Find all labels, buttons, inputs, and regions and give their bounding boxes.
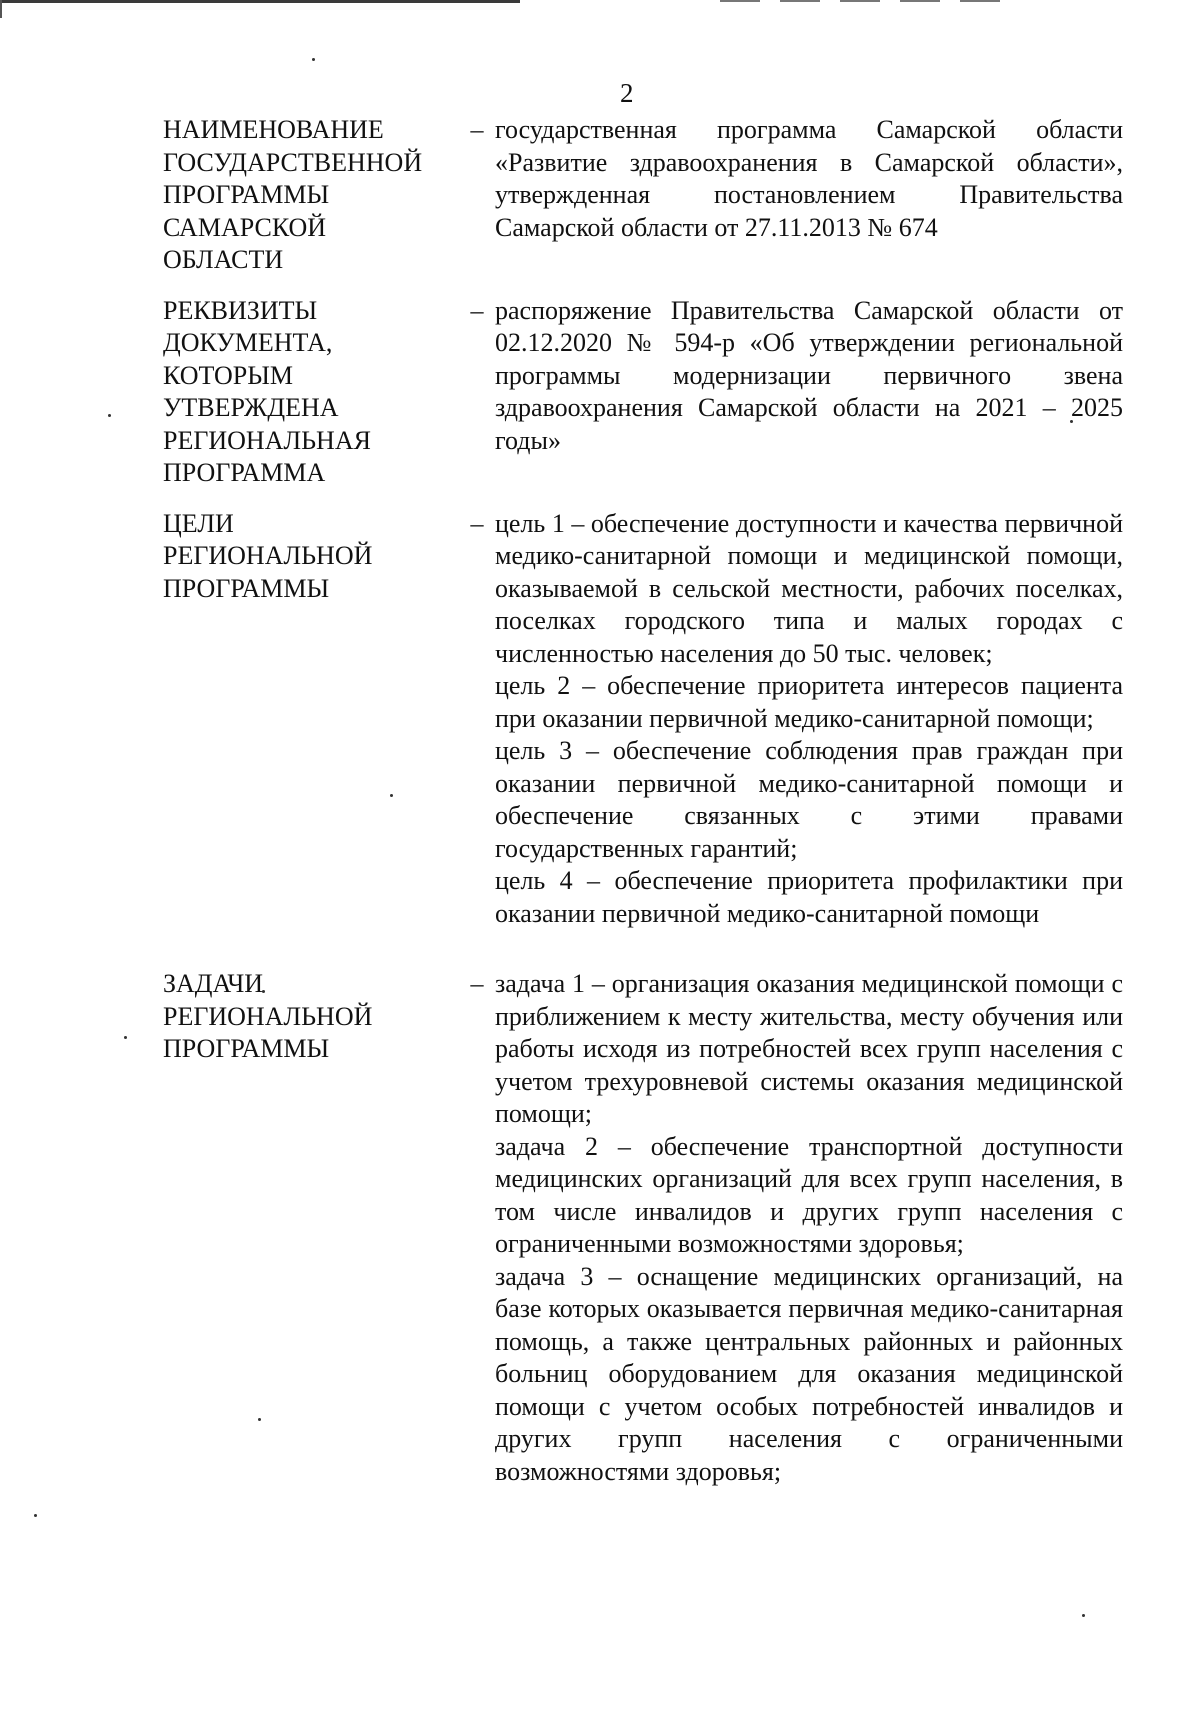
section-document-details (163, 295, 1123, 490)
label-line: ПРОГРАММА (163, 458, 326, 487)
label-line: ЗАДАЧИ (163, 969, 264, 998)
section-label (163, 114, 463, 277)
section-program-name (163, 114, 1123, 277)
label-line: САМАРСКОЙ (163, 212, 327, 242)
label-line: УТВЕРЖДЕНА (163, 393, 339, 422)
scan-speck (108, 414, 111, 417)
label-line: ПРОГРАММЫ (163, 180, 330, 209)
section-label (163, 508, 463, 606)
task-paragraph: задача 1 – организация оказания медицинской помощи с приближением к месту жительства, месту обучения или работы исходя из потребностей всех групп населения с учетом трехуровневой системы оказания медицинской помощи; (495, 969, 1123, 1128)
section-label (163, 295, 463, 490)
label-line: РЕКВИЗИТЫ (163, 295, 318, 325)
section-dash: – (470, 115, 484, 144)
section-content (495, 114, 1123, 244)
scan-edge-left (0, 0, 2, 18)
goal-paragraph: цель 4 – обеспечение приоритета профилактики при оказании первичной медико-санитарной помощи (495, 866, 1123, 928)
scan-speck (312, 58, 315, 61)
section-content (495, 508, 1123, 931)
label-line: РЕГИОНАЛЬНОЙ (163, 541, 373, 570)
scan-speck (1082, 1614, 1085, 1617)
content-paragraph: государственная программа Самарской области «Развитие здравоохранения в Самарской области», утвержденная постановлением Правительства Самарской области от 27.11.2013 № 674 (495, 115, 1123, 242)
task-paragraph: задача 2 – обеспечение транспортной доступности медицинских организаций для всех групп населения, в том числе инвалидов и других групп населения с ограниченными возможностями здоровья; (495, 1131, 1123, 1258)
label-line: РЕГИОНАЛЬНАЯ (163, 425, 371, 455)
task-paragraph: задача 3 – оснащение медицинских организаций, на базе которых оказывается первичная медико-санитарная помощь, а также центральных районных и районных больниц оборудованием для оказания медицинской помощи с учетом особых потребностей инвалидов и других групп населения с ограниченными возможностями здоровья; (495, 1261, 1123, 1486)
label-line: ПРОГРАММЫ (163, 573, 330, 603)
goal-paragraph: цель 1 – обеспечение доступности и качества первичной медико-санитарной помощи и медицинской помощи, оказываемой в сельской местности, рабочих поселках, поселках городского типа и малых городах с численностью населения до 50 тыс. человек; (495, 508, 1123, 668)
section-content (495, 295, 1123, 458)
section-program-tasks (163, 968, 1123, 1488)
goal-paragraph: цель 2 – обеспечение приоритета интересов пациента при оказании первичной медико-санитарной помощи; (495, 671, 1123, 733)
section-content (495, 968, 1123, 1488)
label-line: ЦЕЛИ (163, 508, 234, 538)
section-program-goals (163, 508, 1123, 931)
page-number: 2 (620, 78, 634, 108)
section-dash: – (470, 295, 484, 325)
label-line: ГОСУДАРСТВЕННОЙ (163, 147, 423, 177)
content-paragraph: распоряжение Правительства Самарской области от 02.12.2020 № 594-р «Об утверждении региональной программы модернизации первичного звена здравоохранения Самарской области на 2021 – 2025 годы» (495, 295, 1123, 455)
label-line: ПРОГРАММЫ (163, 1034, 330, 1063)
scan-edge-top-right (720, 0, 1000, 2)
label-line: ОБЛАСТИ (163, 245, 284, 274)
label-line: КОТОРЫМ (163, 360, 294, 390)
section-dash: – (470, 508, 484, 538)
section-label (163, 968, 463, 1066)
section-dash: – (470, 969, 484, 998)
scan-speck (124, 1036, 127, 1039)
goal-paragraph: цель 3 – обеспечение соблюдения прав граждан при оказании первичной медико-санитарной помощи и обеспечение связанных с этими правами государственных гарантий; (495, 736, 1123, 863)
label-line: РЕГИОНАЛЬНОЙ (163, 1001, 373, 1031)
scan-speck (34, 1514, 37, 1517)
document-body (163, 114, 1123, 1488)
label-line: ДОКУМЕНТА, (163, 328, 333, 357)
label-line: НАИМЕНОВАНИЕ (163, 115, 384, 144)
scan-edge-top (0, 0, 520, 3)
